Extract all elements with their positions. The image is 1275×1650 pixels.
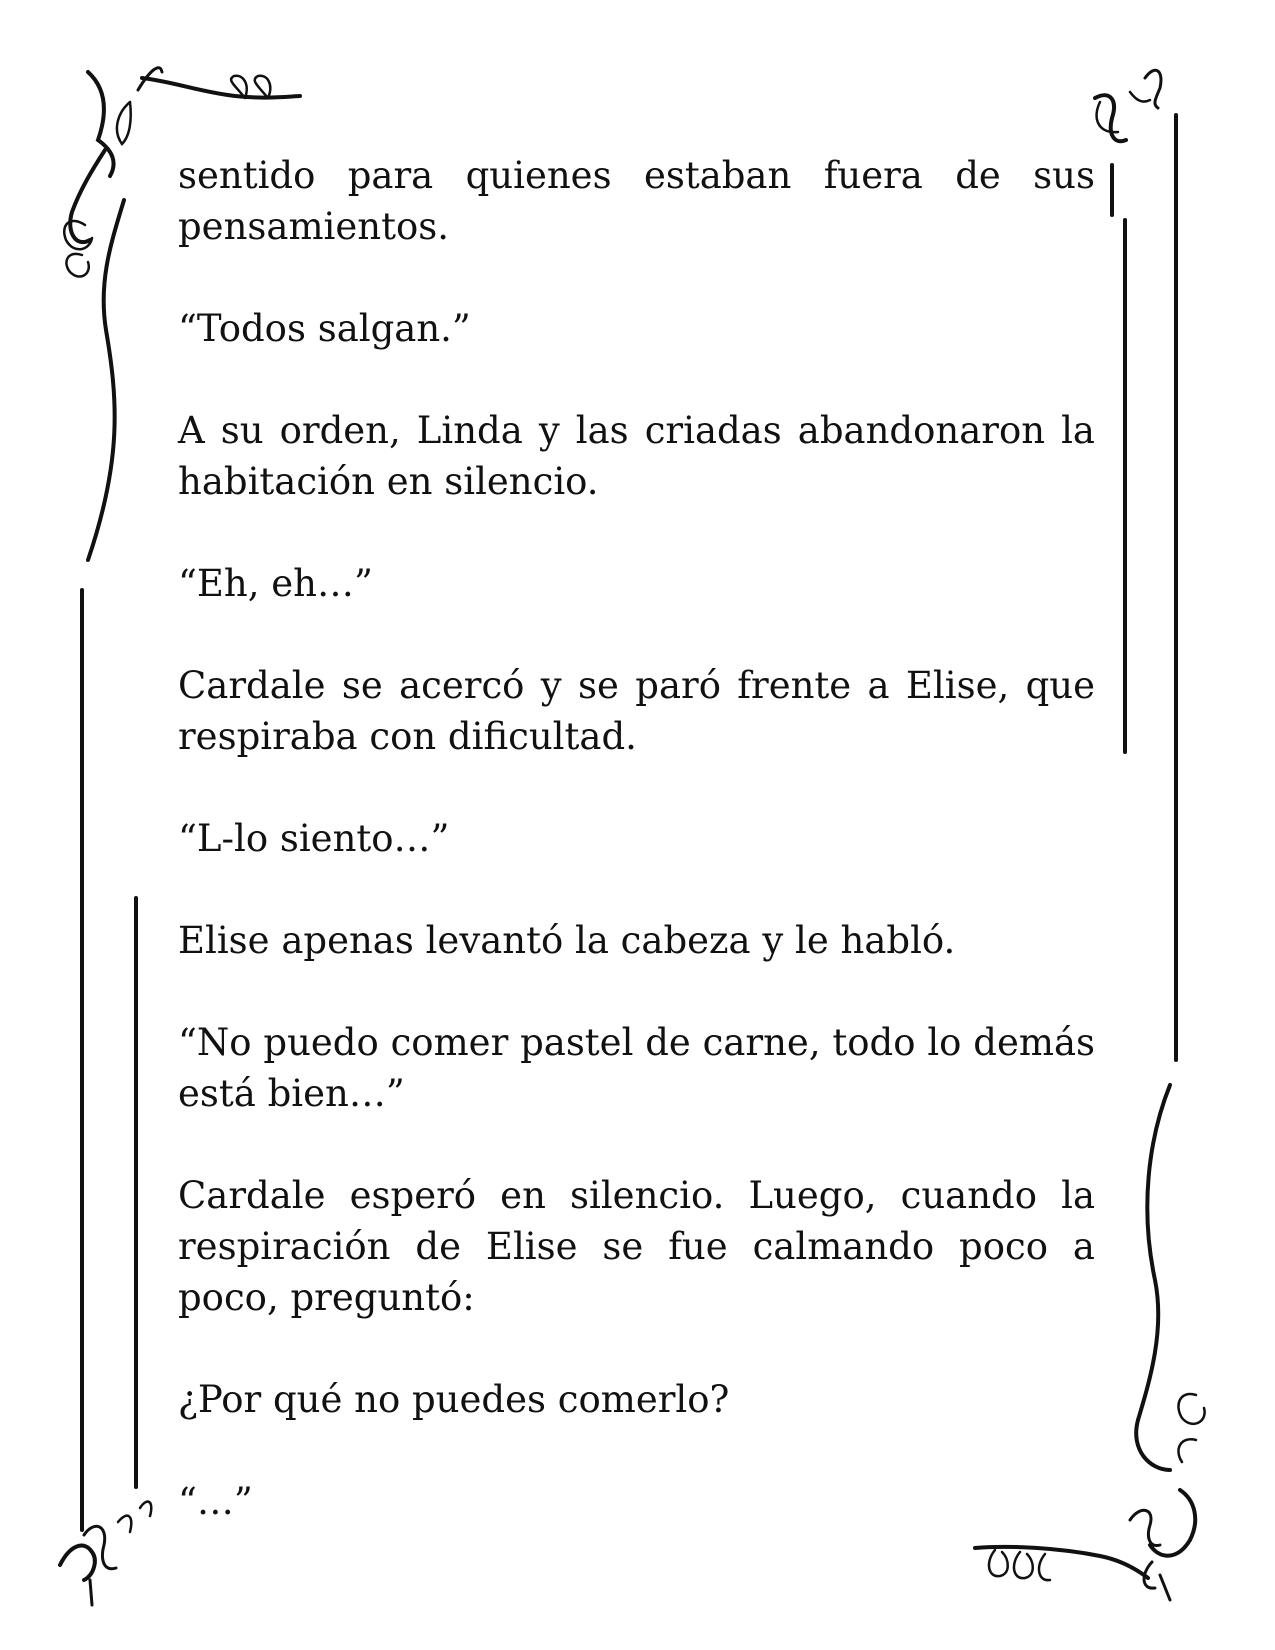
paragraph: Elise apenas levantó la cabeza y le habló. <box>178 919 956 962</box>
paragraph: “Todos salgan.” <box>178 307 471 350</box>
paragraph: Cardale se acercó y se paró frente a Elise, que respiraba con dificultad. <box>178 664 1095 758</box>
flourish-corner-top-right <box>1095 70 1176 1060</box>
paragraph: ¿Por qué no puedes comerlo? <box>178 1378 730 1421</box>
paragraph: sentido para quienes estaban fuera de sus pensamientos. <box>178 154 1095 248</box>
paragraph: “L-lo siento…” <box>178 817 450 860</box>
paragraph: “…” <box>178 1480 253 1523</box>
flourish-corner-bottom-left <box>60 590 151 1605</box>
paragraph: “No puedo comer pastel de carne, todo lo demás está bien…” <box>178 1021 1095 1115</box>
document-body <box>178 150 1095 1527</box>
paragraph: Cardale esperó en silencio. Luego, cuando la respiración de Elise se fue calmando poco a poco, preguntó: <box>178 1174 1095 1319</box>
paragraph: “Eh, eh…” <box>178 562 373 605</box>
paragraph: A su orden, Linda y las criadas abandonaron la habitación en silencio. <box>178 409 1095 503</box>
